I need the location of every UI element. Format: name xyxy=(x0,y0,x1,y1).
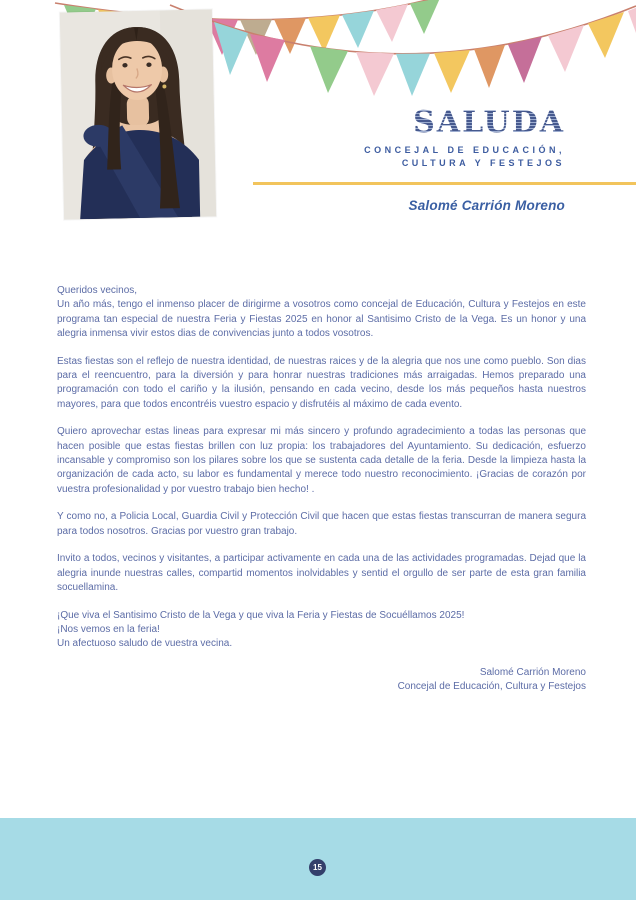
subtitle xyxy=(145,144,565,170)
paragraph-3: Quiero aprovechar estas lineas para expresar mi más sincero y profundo agradecimiento a todas las personas que hacen posible que estas fiestas brillen con luz propia: los trabajadores del Ayuntamiento. Su dedicación, esfuerzo incansable y compromiso son los pilares sobre los que se sustenta cada detalle de la feria. Desde la limpieza hasta la organización de cada acto, su labor es fundamental y merece todo nuestro reconocimiento. ¡Gracias de corazón por vuestra profesionalidad y por vuestro trabajo bien hecho! . xyxy=(57,426,586,495)
closing-line-2: ¡Nos vemos en la feria! xyxy=(57,624,160,636)
header xyxy=(145,105,565,170)
signature-role: Concejal de Educación, Cultura y Festejos xyxy=(397,681,586,693)
signature-name: Salomé Carrión Moreno xyxy=(479,666,586,678)
letter-body xyxy=(57,284,586,694)
author-name: Salomé Carrión Moreno xyxy=(408,198,565,213)
paragraph-1: Un año más, tengo el inmenso placer de dirigirme a vosotros como concejal de Educación, Cultura y Festejos en este programa tan especial de nuestra Feria y Fiestas 2025 en honor al Santisimo Cristo de la Vega. Es un honor y una alegria inmensa vivir estos dias de convivencias junto a todos vosotros. xyxy=(57,299,586,339)
salutation: Queridos vecinos, xyxy=(57,285,138,296)
subtitle-line-2: CULTURA Y FESTEJOS xyxy=(401,158,565,168)
yellow-divider xyxy=(253,182,636,185)
page-title: SALUDA xyxy=(145,108,565,138)
paragraph-4: Y como no, a Policia Local, Guardia Civil y Protección Civil que hacen que estas fiestas transcurran de manera segura para todos nosotros. Gracias por vuestro gran trabajo. xyxy=(57,511,586,537)
page-number-badge: 15 xyxy=(309,859,326,876)
signature-block xyxy=(57,666,586,695)
paragraph-2: Estas fiestas son el reflejo de nuestra identidad, de nuestras raices y de la alegria que nos une como pueblo. Son dias para el reencuentro, para la diversión y para honrar nuestras tradiciones más arraigadas. Hemos preparado una programación con todo el cariño y la ilusión, pensando en cada vecino, desde los más pequeños hasta nuestros mayores, para que todos encontréis vuestro espacio y disfrutéis al máximo de cada evento. xyxy=(57,355,586,410)
closing-line-3: Un afectuoso saludo de vuestra vecina. xyxy=(57,638,233,650)
paragraph-5: Invito a todos, vecinos y visitantes, a participar activamente en cada una de las actividades programadas. Dejad que la alegria inunde nuestras calles, compartid momentos inolvidables y sentid el orgullo de ser parte de esta gran familia socuellamina. xyxy=(57,553,586,594)
subtitle-line-1: CONCEJAL DE EDUCACIÓN, xyxy=(364,145,565,155)
closing-line-1: ¡Que viva el Santisimo Cristo de la Vega y que viva la Feria y Fiestas de Socuéllamos 2025! xyxy=(57,609,465,621)
